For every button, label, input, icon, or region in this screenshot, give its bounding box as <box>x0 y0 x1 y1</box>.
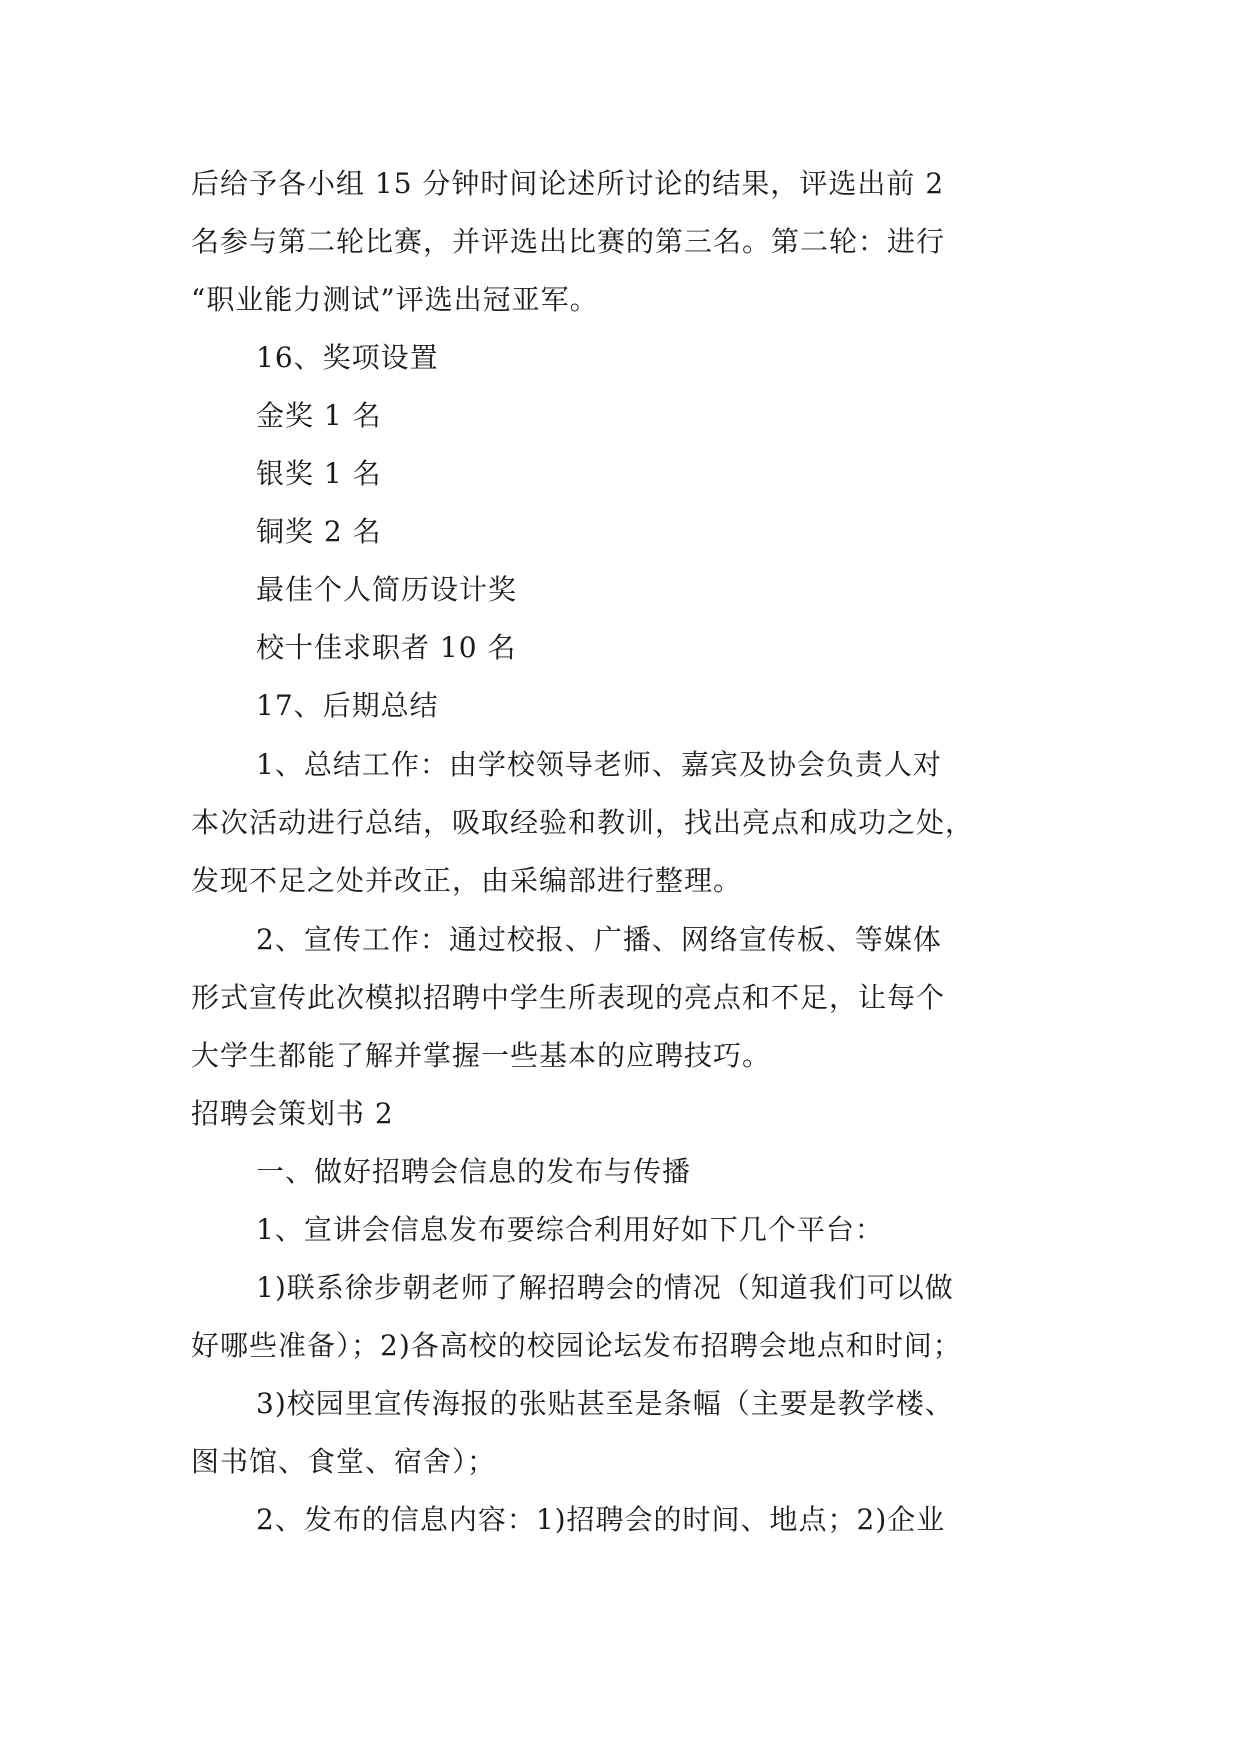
text-line: 大学生都能了解并掌握一些基本的应聘技巧。 <box>191 1039 772 1072</box>
text-line: 2、发布的信息内容：1)招聘会的时间、地点；2)企业 <box>256 1503 946 1536</box>
section-heading: 16、奖项设置 <box>256 341 439 374</box>
text-line: 2、宣传工作：通过校报、广播、网络宣传板、等媒体 <box>256 923 942 956</box>
text-line: 好哪些准备）；2)各高校的校园论坛发布招聘会地点和时间； <box>191 1329 962 1362</box>
text-line: “职业能力测试”评选出冠亚军。 <box>191 283 599 316</box>
text-line: 银奖 1 名 <box>256 457 382 490</box>
text-line: 1)联系徐步朝老师了解招聘会的情况（知道我们可以做 <box>256 1271 954 1304</box>
text-line: 图书馆、食堂、宿舍）； <box>191 1445 497 1478</box>
text-line: 校十佳求职者 10 名 <box>256 631 517 664</box>
text-line: 本次活动进行总结，吸取经验和教训，找出亮点和成功之处， <box>191 806 975 839</box>
section-heading: 一、做好招聘会信息的发布与传播 <box>256 1155 692 1188</box>
text-line: 后给予各小组 15 分钟时间论述所讨论的结果，评选出前 2 <box>191 167 945 200</box>
text-line: 发现不足之处并改正，由采编部进行整理。 <box>191 864 743 897</box>
text-line: 名参与第二轮比赛，并评选出比赛的第三名。第二轮：进行 <box>191 225 946 258</box>
text-line: 3)校园里宣传海报的张贴甚至是条幅（主要是教学楼、 <box>256 1387 954 1420</box>
text-line: 1、宣讲会信息发布要综合利用好如下几个平台： <box>256 1213 884 1246</box>
text-line: 铜奖 2 名 <box>256 515 382 548</box>
document-title: 招聘会策划书 2 <box>191 1097 394 1130</box>
text-line: 最佳个人简历设计奖 <box>256 573 518 606</box>
text-line: 形式宣传此次模拟招聘中学生所表现的亮点和不足，让每个 <box>191 981 946 1014</box>
text-line: 1、总结工作：由学校领导老师、嘉宾及协会负责人对 <box>256 748 942 781</box>
section-heading: 17、后期总结 <box>256 689 439 722</box>
text-line: 金奖 1 名 <box>256 399 382 432</box>
